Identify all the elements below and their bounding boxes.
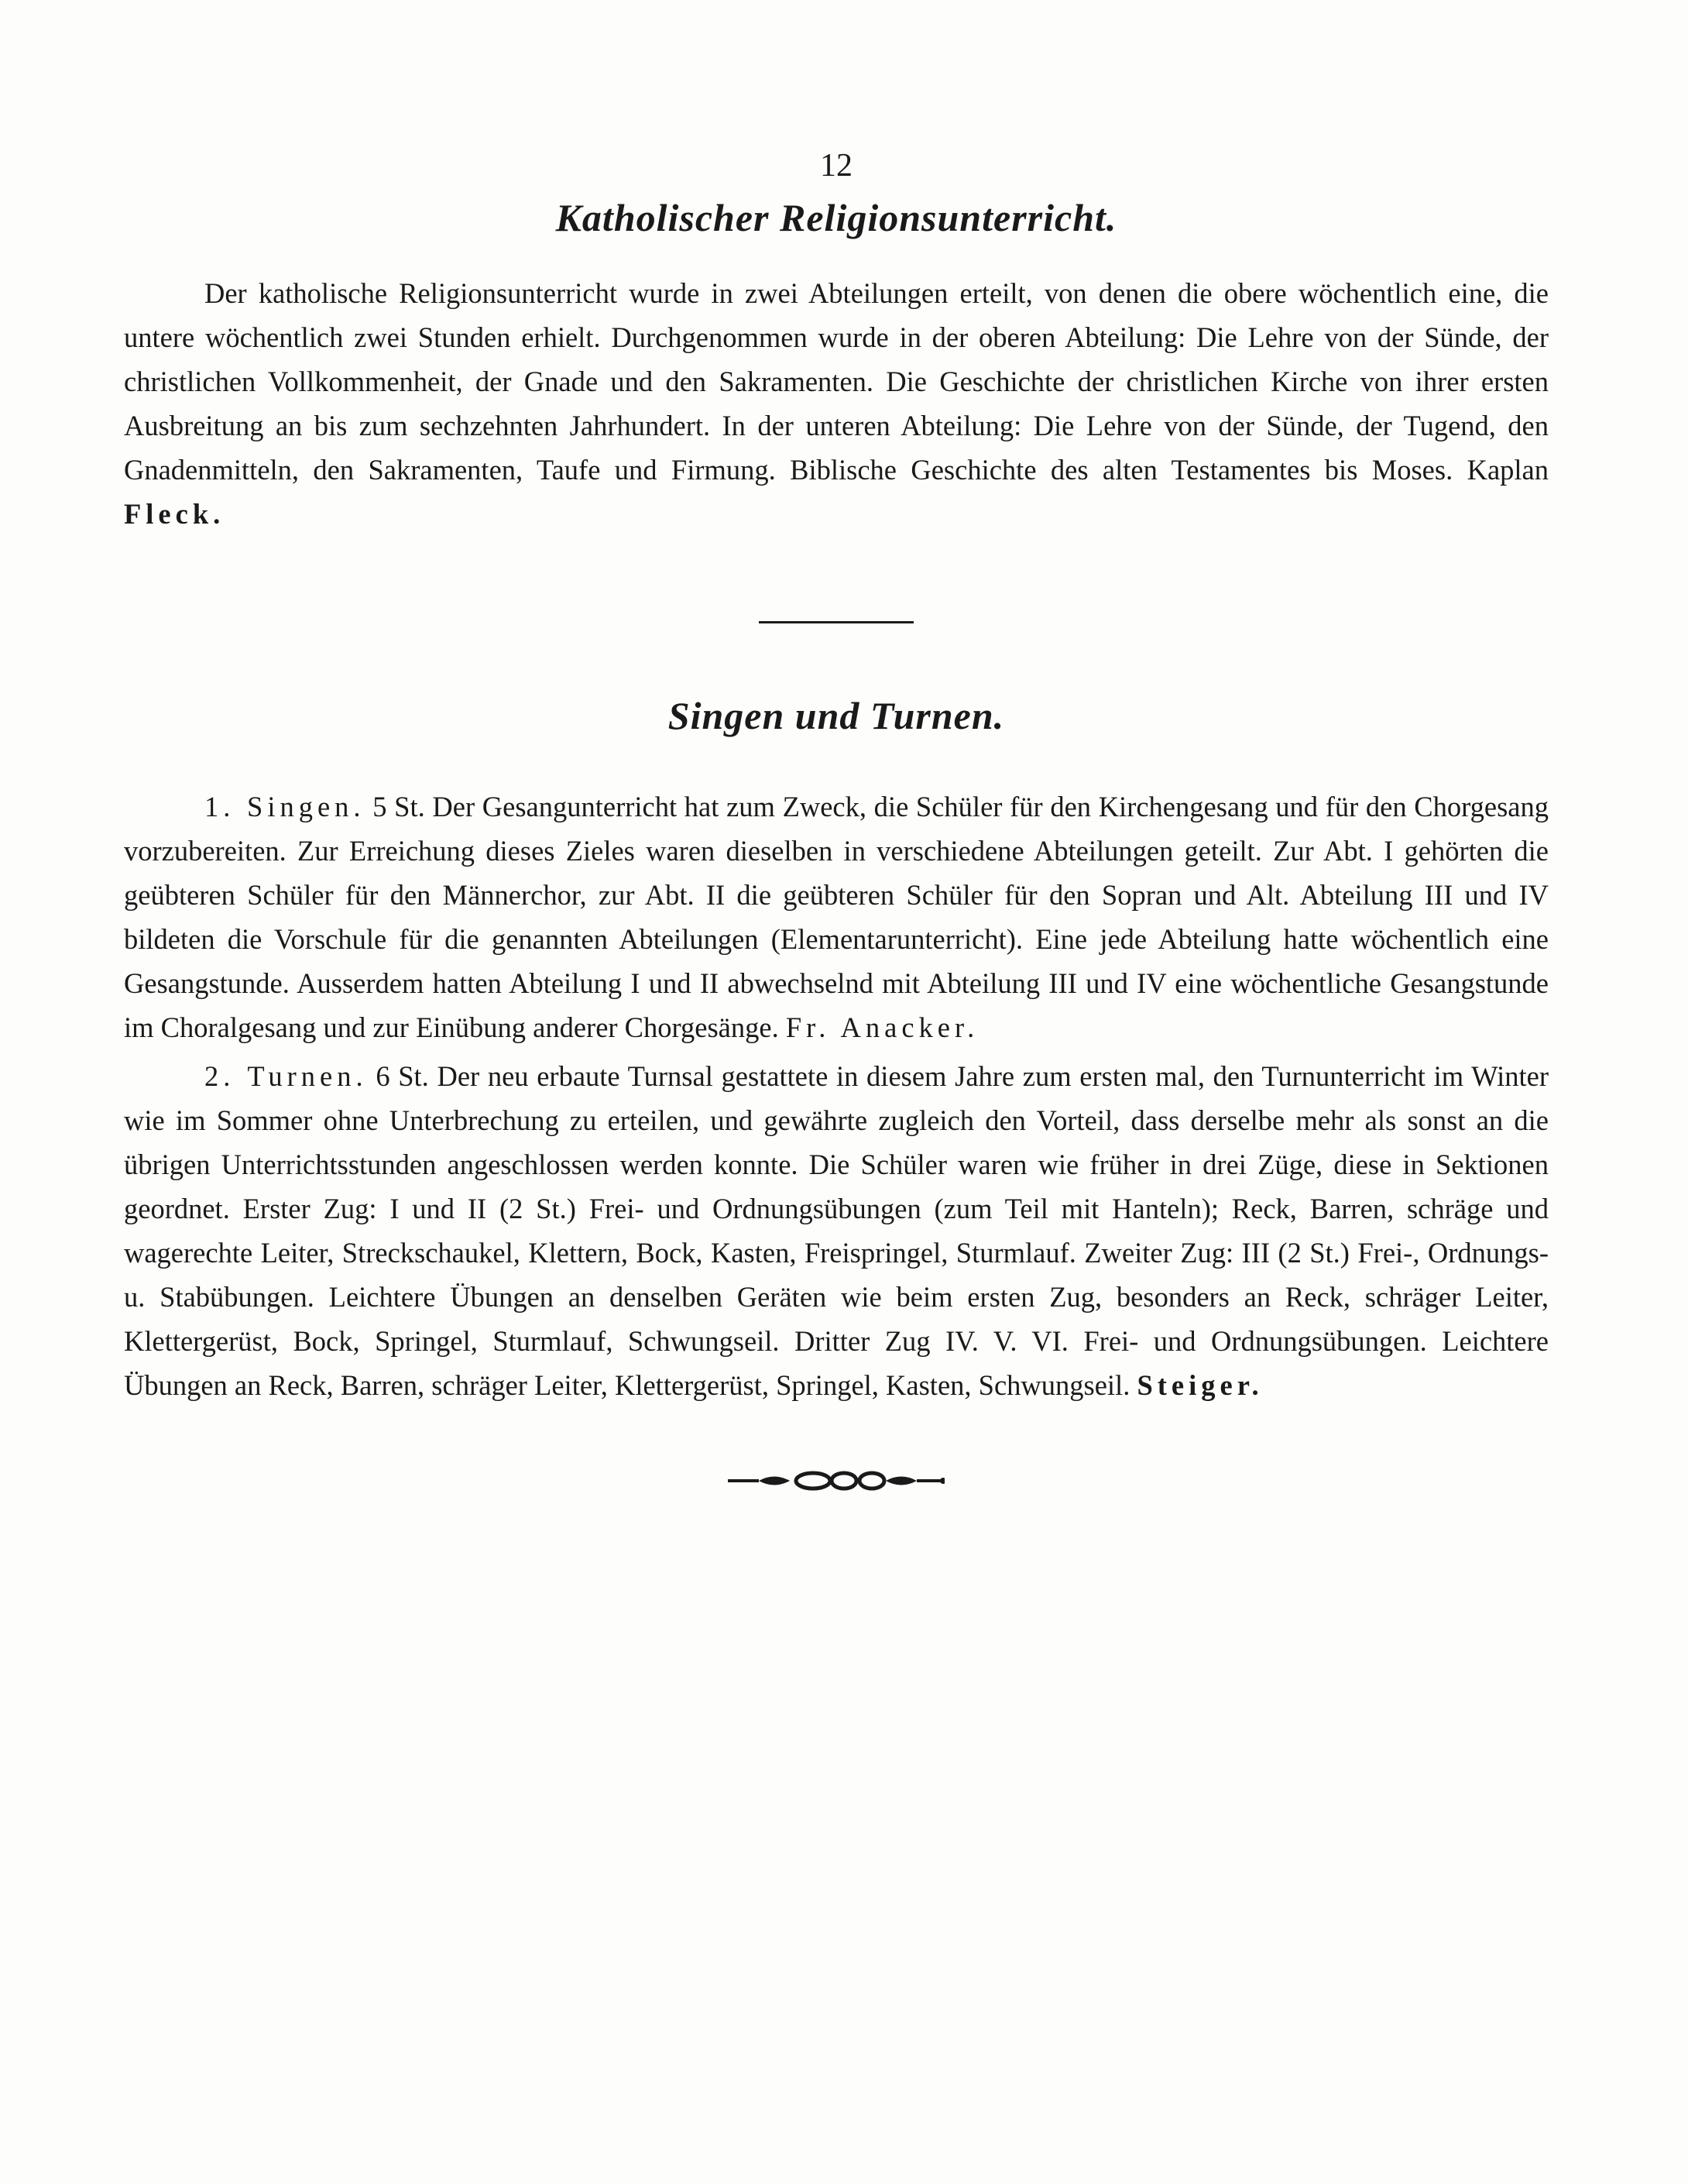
gymnastics-hours: 6 St. [376, 1060, 429, 1092]
singing-paragraph [124, 785, 1549, 1049]
singing-text: Der Gesangunterricht hat zum Zweck, die Schüler für den Kirchengesang und für den Chorgesang vorzubereiten. Zur Erreichung dieses Zieles waren dieselben in verschiedene Abteilungen geteilt. Zur Abt. I gehörten die geübteren Schüler für den Männerchor, zur Abt. II die geübteren Schüler für den Sopran und Alt. Abteilung III und IV bildeten die Vorschule für die genannten Abteilungen (Elementarunterricht). Eine jede Abteilung hatte wöchentlich eine Gesangstunde. Ausserdem hatten Abteilung I und II abwechselnd mit Abteilung III und IV eine wöchentliche Gesangstunde im Choralgesang und zur Einübung anderer Chorgesänge. [124, 791, 1549, 1043]
section-title-religion: Katholischer Religionsunterricht. [555, 196, 1117, 239]
singing-label: 1. Singen. [204, 791, 365, 822]
teacher-name-steiger: Steiger. [1137, 1369, 1264, 1401]
section-divider [759, 621, 914, 623]
singing-hours: 5 St. [372, 791, 425, 822]
religion-paragraph [124, 271, 1549, 536]
page-number: 12 [820, 148, 853, 184]
teacher-name-anacker: Fr. Anacker. [785, 1011, 980, 1043]
gymnastics-label: 2. Turnen. [204, 1060, 368, 1092]
section-title-singing-gymnastics: Singen und Turnen. [667, 694, 1005, 737]
gymnastics-text: Der neu erbaute Turnsal gestattete in diesem Jahre zum ersten mal, den Turnunterricht im Winter wie im Sommer ohne Unterbrechung zu erteilen, und gewährte zugleich den Vorteil, dass derselbe mehr als sonst an die übrigen Unterrichtsstunden angeschlossen werden konnte. Die Schüler waren wie früher in drei Züge, diese in Sektionen geordnet. Erster Zug: I und II (2 St.) Frei- und Ordnungsübungen (zum Teil mit Hanteln); Reck, Barren, schräge und wagerechte Leiter, Streckschaukel, Klettern, Bock, Kasten, Freispringel, Sturmlauf. Zweiter Zug: III (2 St.) Frei-, Ordnungs- u. Stabübungen. Leichtere Übungen an denselben Geräten wie beim ersten Zug, besonders an Reck, schräger Leiter, Klettergerüst, Bock, Springel, Sturmlauf, Schwungseil. Dritter Zug IV. V. VI. Frei- und Ordnungsübungen. Leichtere Übungen an Reck, Barren, schräger Leiter, Klettergerüst, Springel, Kasten, Schwungseil. [124, 1060, 1549, 1401]
page-content [124, 147, 1549, 1492]
gymnastics-paragraph [124, 1054, 1549, 1407]
end-ornament-icon [728, 1469, 945, 1492]
teacher-prefix: Kaplan [1467, 454, 1549, 486]
teacher-name-fleck: Fleck. [124, 498, 225, 530]
religion-text: Der katholische Religionsunterricht wurde in zwei Abteilungen erteilt, von denen die obere wöchentlich eine, die untere wöchentlich zwei Stunden erhielt. Durchgenommen wurde in der oberen Abteilung: Die Lehre von der Sünde, der christlichen Vollkommenheit, der Gnade und den Sakramenten. Die Geschichte der christlichen Kirche von ihrer ersten Ausbreitung an bis zum sechzehnten Jahrhundert. In der unteren Abteilung: Die Lehre von der Sünde, der Tugend, den Gnadenmitteln, den Sakramenten, Taufe und Firmung. Biblische Geschichte des alten Testamentes bis Moses. [124, 277, 1549, 486]
